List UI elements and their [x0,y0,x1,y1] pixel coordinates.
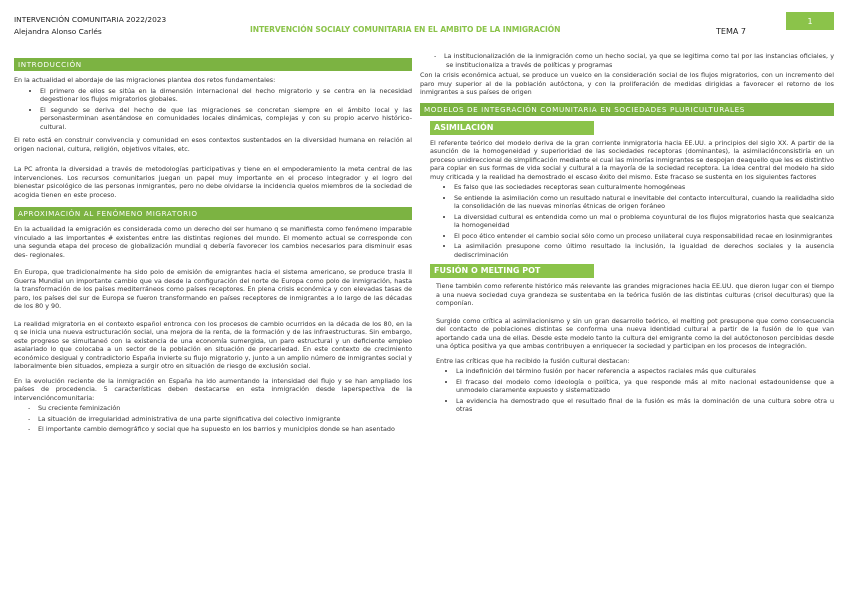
right-column [420,52,834,419]
list-item: • El segundo se deriva del hecho de que las migraciones se concretan siempre en el ámbito local y las personasterminan asentándose en comunidades locales dinámicas, complejas y con su propio acervo histórico-cultural. [40,106,412,132]
paragraph: Con la crisis económica actual, se produce un vuelco en la consideración social de los flujos migratorios, con un incremento del paro muy superior al de la población autóctona, y con la proliferación de medidas dirigidas a favorecer el retorno de los inmigrantes a sus países de origen [420,71,834,96]
list-item: • El primero de ellos se sitúa en la dimensión internacional del hecho migratorio y se centra en la necesidad degestionar los flujos migratorios globales. [40,87,412,104]
paragraph: El referente teórico del modelo deriva de la gran corriente inmigratoria hacia EE.UU. a principios del siglo XX. A partir de la asunción de la homogeneidad y superioridad de las sociedades receptoras (dominantes), la asimilaciónconsistiría en un proceso unidireccional de simplificación mediante el cual las minorías inmigrantes se despojan deaquello que les es distintivo para copiar en sus formas de vida social y cultural a la mayoría de la sociedad receptora. La idea central del modelo ha sido muy criticada y la realidad ha demostrado el escaso éxito del mismo. Este fracaso se sustenta en los siguientes factores [430,138,834,181]
tema-label: TEMA 7 [716,27,746,36]
paragraph: En la evolución reciente de la inmigración en España ha ido aumentando la intensidad del flujo y se han ampliado los países de procedencia. 5 características deben destacarse en esta inmigración desde laperspectiva de la intervencióncomunitaria: [14,376,412,402]
page-number-badge [786,12,834,30]
list-item: - Su creciente feminización [40,404,412,413]
header-left [14,14,166,38]
list-item: • El poco ético entender el cambio social sólo como un proceso unilateral cuya responsabilidad recae en losinmigrantes [454,232,834,241]
section-heading-modelos: MODELOS DE INTEGRACIÓN COMUNITARIA EN SOCIEDADES PLURICULTURALES [420,103,834,116]
bullet-list [436,367,834,414]
paragraph: La PC afronta la diversidad a través de metodologías participativas y tiene en el empoderamiento la meta central de las intervenciones. Los recursos comunitarios juegan un papel muy importante en el proceso integrador y el logro del bienestar psicológico de las personas inmigrantes, pero no debe olvidarse la incidencia quelos miembros de la sociedad de acogida tienen en este proceso. [14,165,412,199]
page-title: INTERVENCIÓN SOCIALY COMUNITARIA EN EL AMBITO DE LA INMIGRACIÓN [250,25,561,34]
course-label: INTERVENCIÓN COMUNITARIA 2022/2023 [14,15,167,24]
list-item: - La institucionalización de la inmigración como un hecho social, ya que se legitima como tal por las instancias oficiales, y se institucionaliza a través de políticas y programas [446,52,834,69]
list-item: • El fracaso del modelo como ideología o política, ya que responde más al mito nacional estadounidense que a unmodelo claramente expuesto y sistematizado [456,378,834,395]
paragraph: La realidad migratoria en el contexto español entronca con los procesos de cambio ocurridos en la década de los 80, en la q se inicia una nueva estructuración social, una mejora de la renta, de la formación y de las infraestructuras. Sin embargo, este progreso se simultaneó con la existencia de una economía sumergida, un paro estructural y un deficiente empleo asalariado lo que colocaba a un sector de la población en situación de precariedad. En este contexto de crecimiento económico desigual y contradictorio España invierte su flujo migratorio y, junto a un amplio número de inmigrantes social y laboralmente bien situados, empieza a surgir otro en situación de riesgo de exclusión social. [14,319,412,370]
asimilacion-section [420,121,834,260]
list-item: - El importante cambio demográfico y social que ha supuesto en los barrios y municipios donde se han asentado [40,425,412,434]
bullet-list [430,183,834,259]
subsection-heading-asimilacion: ASIMILACIÓN [430,121,594,135]
author-label: Alejandra Alonso Carlés [14,27,102,36]
list-item: - La situación de irregularidad administrativa de una parte significativa del colectivo inmigrante [40,415,412,424]
paragraph: En la actualidad el abordaje de las migraciones plantea dos retos fundamentales: [14,76,276,84]
paragraph: Tiene también como referente histórico más relevante las grandes migraciones hacia EE.UU. que dieron lugar con el tiempo a una nueva sociedad cuya grandeza se sustentaba en la teórica fusión de las distintas culturas (crisol deculturas) que la componían. [436,282,834,307]
left-column [14,54,412,439]
paragraph: Surgido como crítica al asimilacionismo y sin un gran desarrollo teórico, el melting pot presupone que como consecuencia del contacto de poblaciones distintas se conforma una nueva identidad cultural a partir de la fusión de lo que van aportando cada una de ellas. Desde este modelo tanto la cultura del emigrante como la del autóctonoson percibidas desde una óptica positiva ya que ambas contribuyen a enriquecer la sociedad y participan en los procesos de integración. [436,316,834,350]
subsection-heading-fusion: FUSIÓN O MELTING POT [430,264,594,278]
bullet-list [14,87,412,132]
section-heading-introduccion: INTRODUCCIÓN [14,58,412,71]
dash-list [14,404,412,434]
list-item: • La diversidad cultural es entendida como un mal o problema coyuntural de los flujos migratorios hasta que sealcanza la homogeneidad [454,213,834,230]
list-item: • Es falso que las sociedades receptoras sean culturalmente homogéneas [454,183,834,192]
section-heading-aproximacion: APROXIMACIÓN AL FENÓMENO MIGRATORIO [14,207,412,220]
fusion-section [420,282,834,414]
page-number: 1 [807,16,813,26]
paragraph: En Europa, que tradicionalmente ha sido polo de emisión de emigrantes hacia el sistema americano, se produce trasla II Guerra Mundial un importante cambio que va desde la configuración del norte de Europa como polo de inmigración, hasta la transformación de los países mediterráneos como países receptores. En plena crisis económica y con elevadas tasas de paro, los países del sur de Europa se fueron transformando en países receptores de inmigrantes a lo largo de las décadas de los 80 y 90. [14,268,412,310]
list-item: • Se entiende la asimilación como un resultado natural e inevitable del contacto intercultural, cuando la realidadha sido la consolidación de las nuevas minorías étnicas de origen foráneo [454,194,834,211]
list-item: • La indefinición del término fusión por hacer referencia a aspectos raciales más que culturales [456,367,834,376]
paragraph: Entre las críticas que ha recibido la fusión cultural destacan: [436,356,630,365]
list-item: • La asimilación presupone como último resultado la inclusión, la igualdad de derechos sociales y la ausencia dediscriminación [454,242,834,259]
list-item: • La evidencia ha demostrado que el resultado final de la fusión es más la dominación de una cultura sobre otra u otras [456,397,834,414]
paragraph: En la actualidad la emigración es considerada como un derecho del ser humano q se manifiesta como fenómeno imparable vinculado a las importantes # existentes entre las distintas regiones del mundo. El momento actual se corresponde con una segunda etapa del proceso de globalización mundial q debería favorecer los cambios necesarios para disminuir esas des- regionales. [14,225,412,259]
paragraph: El reto está en construir convivencia y comunidad en esos contextos sustentados en la diversidad humana en relación al origen nacional, cultura, religión, objetivos vitales, etc. [14,136,412,153]
dash-list [420,52,834,69]
